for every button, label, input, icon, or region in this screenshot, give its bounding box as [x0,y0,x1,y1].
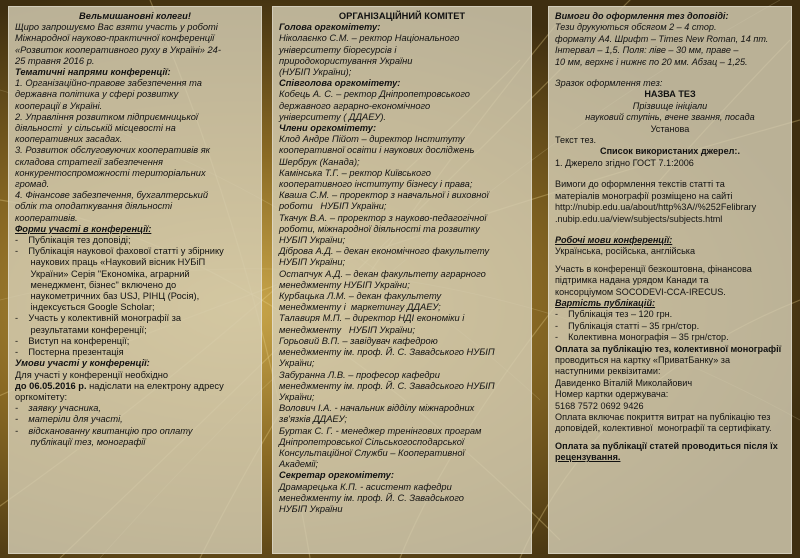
col2-text-line: Консультаційної Служби – Кооперативної [279,447,465,458]
col3-text-line: Робочі мови конференції: [555,234,673,245]
col2-text-line: роботи, міжнародної діяльності та розвитку [279,223,480,234]
col3-text-line: .nubip.edu.ua/view/subjects/subjects.html [555,213,723,224]
col2-text-line: університету біоресурсів і [279,44,397,55]
col1-text-line: 1. Організаційно-правове забезпечення та [15,78,202,89]
col3-text-line: 10 мм, верхнє і нижнє по 20 мм. Абзац – 1,25. [555,56,748,67]
col1-text-line: 4. Фінансове забезпечення, бухгалтерський [15,190,208,201]
conference-invitation-panel [8,6,262,554]
col1-text-line: - Постерна презентація [15,347,124,358]
col2-text-line: Діброва А.Д. – декан економічного факультету [279,246,490,257]
col3-text-line: Оплата включає покриття витрат на публікацію тез [555,412,771,422]
col1-text-line: результатами конференції; [15,324,147,335]
col3-text-line: Зразок оформлення тез: [555,78,663,89]
col1-text-line: - Публікація тез доповіді; [15,235,131,246]
col1-text-line: - Виступ на конференції; [15,335,130,346]
spacer [555,68,785,78]
col2-text-line: Волович І.А. - начальник відділу міжнародних [279,403,475,414]
col2-text-line: менеджменту НУБІП України; [279,279,410,290]
col1-text-line: кооперативних засадах. [15,134,123,145]
col1-text-line: менеджмент, бізнес" включено до [15,279,177,290]
col1-text-line: Для участі у конференції необхідно [15,369,169,380]
col3-text-line: Участь в конференції безкоштовна, фінансова [555,263,752,274]
col1-text-line: Вельмишановні колеги! [79,11,191,21]
col2-text-line: університету ( ДДАЕУ). [279,111,387,122]
col2-text-line: менеджменту ім. проф. Й. С. Завадського [279,492,464,503]
col2-text-line: Дніпропетровської Сільськогосподарської [279,436,464,447]
col1-text-line: 2. Управління розвитком підприємницької [15,111,198,122]
col3-text-line: Українська, російська, англійська [555,246,696,257]
col3-text-line: - Публікація тез – 120 грн. [555,309,673,320]
col2-text-line: менеджменту ім. проф. Й. С. Завадського НУБІП [279,347,495,358]
col3-text-line: наступними реквізитами: [555,366,661,377]
col2-text-line: Клод Андре Пійот – директор Інституту [279,134,465,145]
col3-text-line: Установа [650,123,690,134]
col2-text-line: Ніколаєнко С.М. – ректор Національного [279,33,460,44]
col2-text-line: природокористування України [279,55,413,66]
col1-text-line: державна політика у сфері розвитку [15,89,179,100]
col3-text-line: Вимоги до оформлення текстів статті та [555,179,725,190]
col2-text-line: Академії; [279,459,319,470]
col2-text-line: України; [279,391,315,402]
col3-text-line: Текст тез. [555,135,597,146]
col3-text-line: Інтервал – 1,5. Поля: ліве – 30 мм, праве – [555,45,739,56]
col1-text-line: Тематичні напрями конференції: [15,67,171,78]
col3-text-line: Прізвище ініціали [632,100,708,111]
col1-text-line: - заявку учасника, [15,403,101,414]
col3-text-line: http://nubip.edu.ua/about/http%3A//%252Felibrary [555,202,757,213]
col2-text-line: Камінська Т.Г. – ректор Київського [279,167,431,178]
col2-text-line: ОРГАНІЗАЦІЙНИЙ КОМІТЕТ [338,11,466,21]
col1-text-line: України» Серія "Економіка, аграрний [15,268,190,279]
col2-text-line: роботи НУБІП України; [279,201,387,212]
col2-text-line: Драмарецька К.П. - асистент кафедри [279,481,452,492]
col3-text-line: 5168 7572 0692 9426 [555,400,644,411]
col3-text-line: консорціумом SOCODEVI-CCA-IRECUS. [555,286,726,297]
col2-text-line: Талавиря М.П. – директор НДІ економіки і [279,313,465,324]
col2-text-line: НУБІП України; [279,235,346,246]
submission-requirements-panel [548,6,792,554]
col2-text-line: Забуранна Л.В. – професор кафедри [279,369,440,380]
col1-text-line: громад. [15,179,50,190]
col1-text-line: 25 травня 2016 р. [15,55,95,66]
col1-text-line: кооперації в Україні. [15,100,103,111]
col2-text-line: НУБІП України; [279,257,346,268]
col2-text-line: Кобець А. С. – ректор Дніпропетровського [279,89,470,100]
col3-text-line: Номер картки одержувача: [555,389,669,400]
col2-text-line: Голова оргкомітету: [279,22,381,33]
col2-text-line: Члени оргкомітету: [279,123,377,134]
col1-text-line: Форми участі в конференції: [15,223,152,234]
col2-text-line: Співголова оргкомітету: [279,78,401,89]
col2-text-line: Ткачук В.А. – проректор з науково-педагогічної [279,212,487,223]
col1-text-line: Міжнародної науково-практичної конференції [15,33,215,44]
col1-text-line: - матеріли для участі, [15,414,123,425]
col1-text-line: 3. Розвиток обслуговуючих кооперативів як [15,145,211,156]
col3-text-line: Давиденко Віталій Миколайович [555,377,693,388]
col3-text-line: проводиться на картку «ПриватБанку» за [555,354,731,365]
col3-text-line: - Публікація статті – 35 грн/стор. [555,320,700,331]
col3-text-line: Тези друкуються обсягом 2 – 4 стор. [555,22,717,33]
col3-text-line: НАЗВА ТЕЗ [644,89,696,100]
col1-text-line: наукометричних баз USJ, РІНЦ (Росія), [15,291,200,302]
col2-text-line: Горьовий В.П. – завідувач кафедрою [279,335,438,346]
col1-text-line: Умови участі у конференції: [15,358,150,369]
col1-text-line: облік та оподаткування діяльності [15,201,173,212]
col3-text-line: Оплата за публікації статей проводиться після їх [555,440,778,451]
col1-text-line: конкурентоспроможності територіальних [15,167,206,178]
col3-text-line: Вартість публікацій: [555,297,656,308]
col3-text-line: Вимоги до оформлення тез доповіді: [555,11,729,21]
col3-text-line: доповідей, колективної монографії та сертифікату. [555,423,772,434]
col3-text-line: Оплата за публікацію тез, колективної монографії [555,343,782,354]
col3-text-line: 1. Джерело згідно ГОСТ 7.1:2006 [555,157,694,168]
organizing-committee-panel [272,6,532,554]
col1-text-line: - Публікація наукової фахової статті у збірнику [15,246,224,257]
col2-text-line: менеджменту ім. проф. Й. С. Завадського НУБІП [279,380,495,391]
col2-text-line: Курбацька Л.М. – декан факультету [279,291,442,302]
col2-text-line: (НУБІП України); [279,67,352,78]
spacer [555,225,785,235]
col2-text-line: Секретар оргкомітету: [279,470,394,481]
col1-text-line: до 06.05.2016 р. надіслати на електрону адресу [15,380,224,391]
col2-text-line: державного аграрно-економічного [279,100,431,111]
col1-text-line: - відсканованну квитанцію про оплату [15,425,193,436]
col3-text-line: формату А4. Шрифт – Times New Roman, 14 пт. [555,33,769,44]
col1-text-line: Щиро запрошуємо Вас взяти участь у роботі [15,22,218,33]
col2-text-line: менеджменту НУБІП України; [279,324,415,335]
col1-text-line: індексується Google Scholar; [15,302,155,313]
col3-text-line: матеріалів монографії розміщено на сайті [555,190,733,201]
col2-text-line: Шербрук (Канада); [279,156,360,167]
col2-text-line: Буртак С. Г. - менеджер тренінгових програм [279,425,482,436]
col3-text-line: науковий ступінь, вчене звання, посада [585,112,755,123]
col3-text-line: підтримка надана урядом Канади та [555,275,709,286]
col2-text-line: Остапчук А.Д. – декан факультету аграрного [279,268,486,279]
col1-text-line: «Розвиток кооперативного руху в Україні» 24- [15,44,221,55]
col1-text-line: наукових праць «Науковий вісник НУБіП [15,257,206,268]
col1-text-line: кооперативів. [15,212,78,223]
col2-text-line: менеджменту і маркетингу ДДАЕУ; [279,302,441,313]
col2-text-line: НУБІП України [279,503,343,514]
col3-text-line: рецензування. [555,452,621,463]
col2-text-line: кооперативної освіти і наукових досліджень [279,145,475,156]
col1-text-line: оргкомітету: [15,391,68,402]
col2-text-line: кооперативного інституту бізнесу і права; [279,179,473,190]
col1-text-line: діяльності у сільській місцевості на [15,123,176,134]
spacer [555,169,785,179]
col2-text-line: зв'язків ДДАЕУ; [279,414,347,425]
col2-text-line: України; [279,358,315,369]
deadline-date: до 06.05.2016 р. [15,380,87,391]
col1-text-line: - Участь у колективній монографії за [15,313,182,324]
col2-text-line: Кваша С.М. – проректор з навчальної і виховної [279,190,489,201]
col1-text-line: публікації тез, монографії [15,436,146,447]
col1-text-line: складова стратегії забезпечення [15,156,163,167]
col3-text-line: Список використаних джерел:. [600,146,740,157]
col3-text-line: - Колективна монографія – 35 грн/стор. [555,332,729,343]
